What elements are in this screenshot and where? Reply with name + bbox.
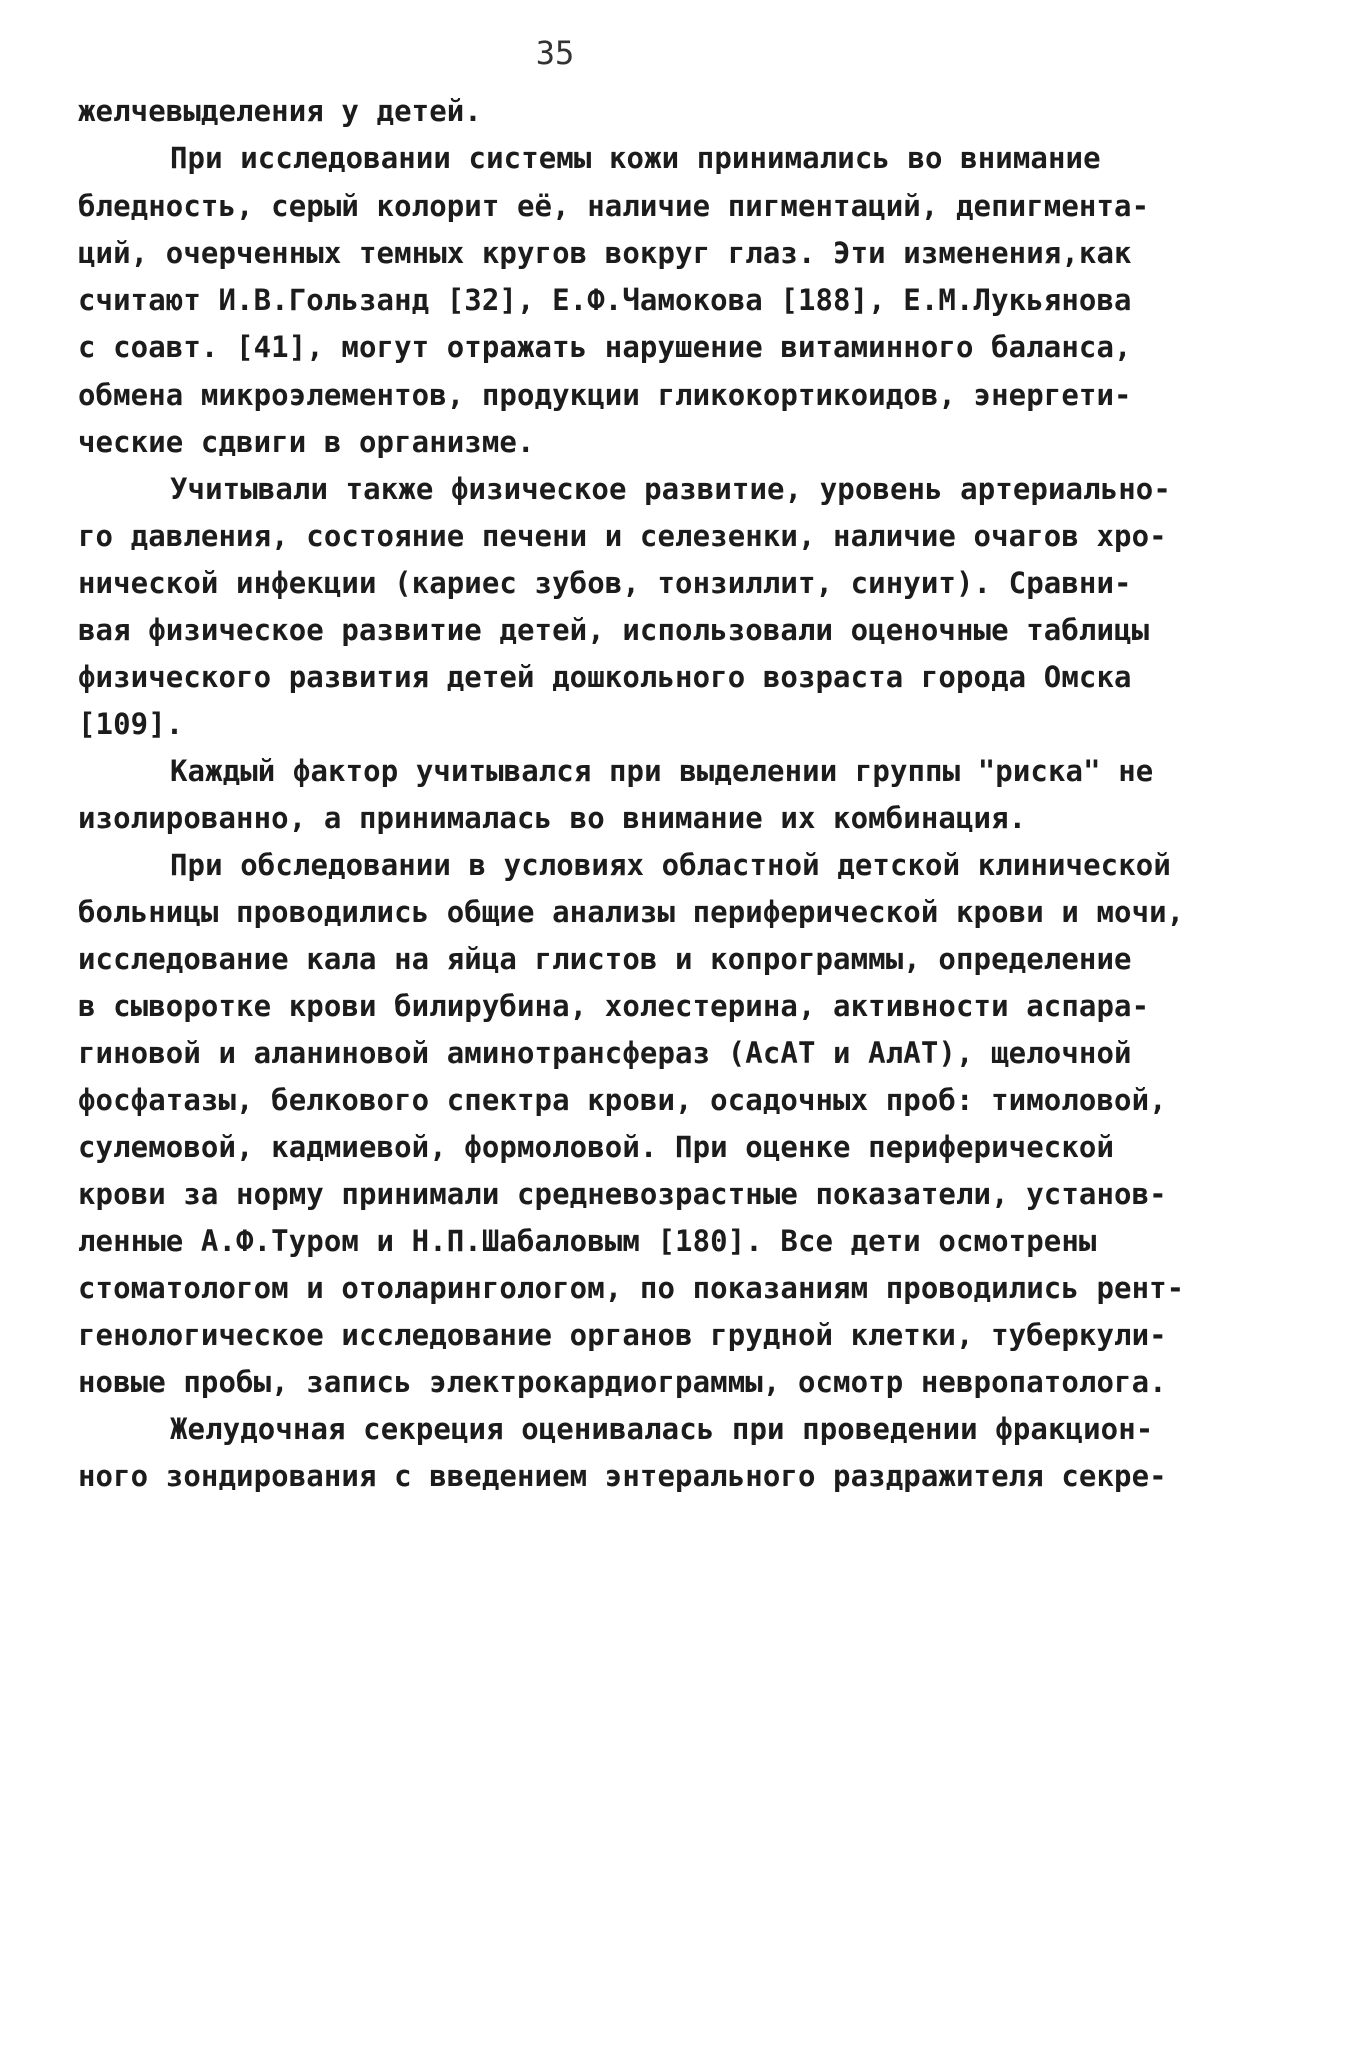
text-line: в сыворотке крови билирубина, холестерина, активности аспара- — [78, 989, 1150, 1023]
text-line: крови за норму принимали средневозрастные показатели, установ- — [78, 1177, 1167, 1211]
text-line: ленные А.Ф.Туром и Н.П.Шабаловым [180]. Все дети осмотрены — [78, 1224, 1097, 1258]
text-line: ного зондирования с введением энтерального раздражителя секре- — [78, 1459, 1167, 1493]
text-line: [109]. — [78, 707, 184, 741]
text-line: генологическое исследование органов грудной клетки, туберкули- — [78, 1318, 1167, 1352]
text-line: физического развития детей дошкольного возраста города Омска — [78, 660, 1132, 694]
text-line: сулемовой, кадмиевой, формоловой. При оценке периферической — [78, 1130, 1115, 1164]
text-line: считают И.В.Гользанд [32], Е.Ф.Чамокова [188], Е.М.Лукьянова — [78, 283, 1132, 317]
text-line: больницы проводились общие анализы периферической крови и мочи, — [78, 895, 1185, 929]
text-line: стоматологом и отоларингологом, по показаниям проводились рент- — [78, 1271, 1185, 1305]
text-line: го давления, состояние печени и селезенки, наличие очагов хро- — [78, 519, 1167, 553]
text-line: бледность, серый колорит её, наличие пигментаций, депигмента- — [78, 189, 1150, 223]
text-line: с соавт. [41], могут отражать нарушение витаминного баланса, — [78, 330, 1132, 364]
text-line: Желудочная секреция оценивалась при проведении фракцион- — [170, 1412, 1154, 1446]
page-number: 35 — [535, 34, 575, 72]
text-line: ческие сдвиги в организме. — [78, 425, 535, 459]
text-line: ций, очерченных темных кругов вокруг глаз. Эти изменения,как — [78, 236, 1132, 270]
text-line: новые пробы, запись электрокардиограммы, осмотр невропатолога. — [78, 1365, 1167, 1399]
text-line: Учитывали также физическое развитие, уровень артериально- — [170, 472, 1171, 506]
text-line: нической инфекции (кариес зубов, тонзиллит, синуит). Сравни- — [78, 566, 1132, 600]
text-line: желчевыделения у детей. — [78, 94, 482, 128]
text-line: обмена микроэлементов, продукции гликокортикоидов, энергети- — [78, 378, 1132, 412]
text-line: При обследовании в условиях областной детской клинической — [170, 848, 1171, 882]
text-line: изолированно, а принималась во внимание их комбинация. — [78, 801, 1027, 835]
text-line: вая физическое развитие детей, использовали оценочные таблицы — [78, 613, 1150, 647]
text-line: фосфатазы, белкового спектра крови, осадочных проб: тимоловой, — [78, 1083, 1167, 1117]
text-line: При исследовании системы кожи принимались во внимание — [170, 141, 1101, 175]
text-line: исследование кала на яйца глистов и копрограммы, определение — [78, 942, 1132, 976]
text-line: Каждый фактор учитывался при выделении группы "риска" не — [170, 754, 1154, 788]
text-line: гиновой и аланиновой аминотрансфераз (АсАТ и АлАТ), щелочной — [78, 1036, 1132, 1070]
